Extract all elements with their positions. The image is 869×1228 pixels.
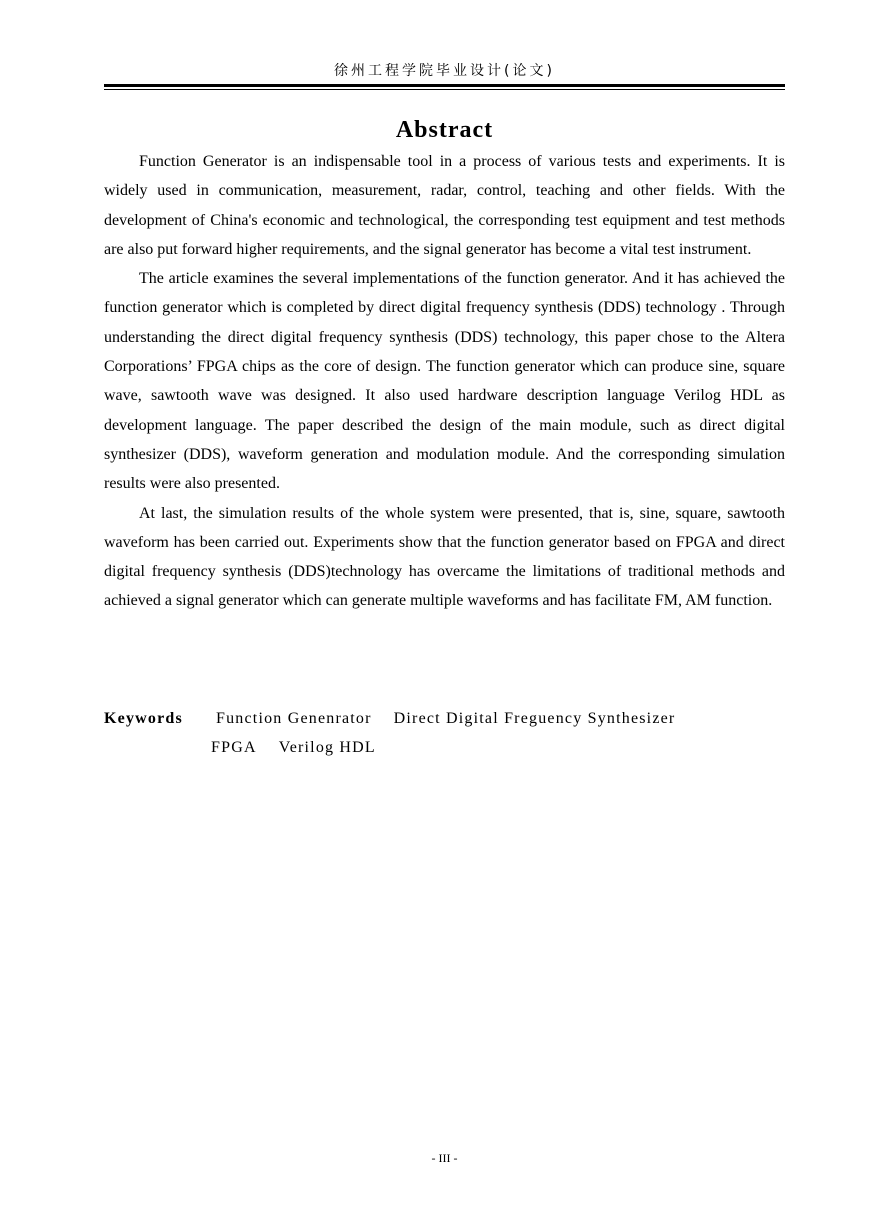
keywords-label: Keywords xyxy=(104,710,183,727)
keywords-line-1 xyxy=(104,704,785,733)
running-header: 徐州工程学院毕业设计(论文) xyxy=(334,63,555,79)
page-number: - III - xyxy=(431,1151,458,1165)
abstract-body xyxy=(104,147,785,616)
abstract-paragraph-2: The article examines the several implementations of the function generator. And it has achieved the function generator which is completed by direct digital frequency synthesis (DDS) technology . Through understanding the direct digital frequency synthesis (DDS) technology, this paper chose to the Altera Corporations’ FPGA chips as the core of design. The function generator which can produce sine, square wave, sawtooth wave was designed. It also used hardware description language Verilog HDL as development language. The paper described the design of the main module, such as direct digital synthesizer (DDS), waveform generation and modulation module. And the corresponding simulation results were also presented. xyxy=(104,270,785,493)
abstract-title: Abstract xyxy=(395,117,494,143)
keyword-item: Direct Digital Freguency Synthesizer xyxy=(393,710,676,727)
keywords-line-2 xyxy=(104,733,785,762)
keywords-block xyxy=(104,704,785,762)
keyword-item: Function Genenrator xyxy=(216,710,372,727)
abstract-paragraph-1: Function Generator is an indispensable tool in a process of various tests and experiments. It is widely used in communication, measurement, radar, control, teaching and other fields. With the development of China's economic and technological, the corresponding test equipment and test methods are also put forward higher requirements, and the signal generator has become a vital test instrument. xyxy=(104,153,785,258)
header-rule-thick xyxy=(104,84,785,87)
abstract-paragraph-3: At last, the simulation results of the whole system were presented, that is, sine, square, sawtooth waveform has been carried out. Experiments show that the function generator based on FPGA and direct digital frequency synthesis (DDS)technology has overcame the limitations of traditional methods and achieved a signal generator which can generate multiple waveforms and has facilitate FM, AM function. xyxy=(104,504,785,610)
header-rule-thin xyxy=(104,89,785,90)
keyword-item: FPGA xyxy=(211,739,257,756)
keyword-item: Verilog HDL xyxy=(278,739,376,756)
